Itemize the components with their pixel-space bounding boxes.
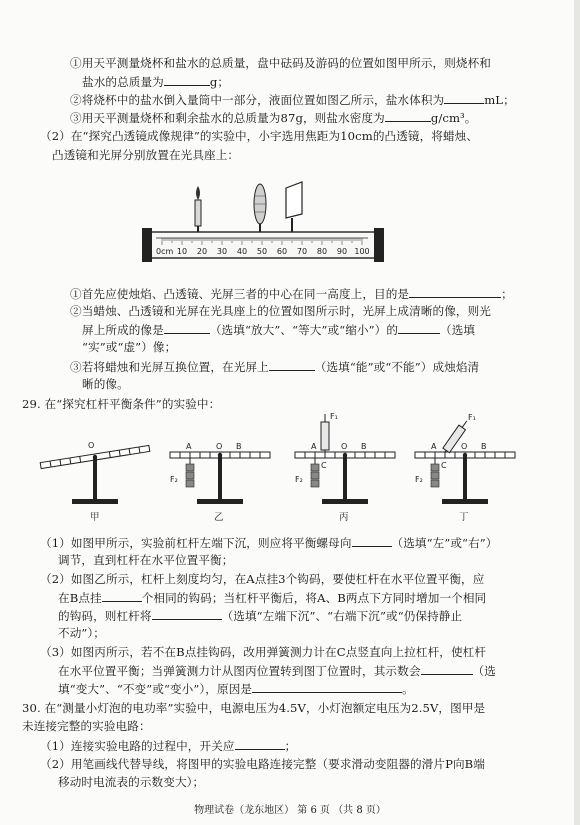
q29-p2f: 不动”）； <box>58 626 106 640</box>
q29-title: 29. 在“探究杠杆平衡条件”的实验中： <box>22 397 221 411</box>
answer-blank[interactable] <box>385 110 431 122</box>
force-f2-label: F₂ <box>295 475 303 484</box>
answer-blank[interactable] <box>102 590 142 602</box>
answer-blank[interactable] <box>164 74 210 86</box>
answer-blank[interactable] <box>252 681 402 693</box>
lever-figure-yi <box>170 442 270 523</box>
q29-p3d-text: 填“变大”、“不变”或“变小”），原因是 <box>58 682 253 696</box>
answer-blank[interactable] <box>164 322 210 334</box>
weight-icon <box>431 464 439 471</box>
q28-line2b-text: mL； <box>484 93 515 107</box>
spring-scale-icon <box>321 422 329 450</box>
q29-p2d-text: 的钩码，则杠杆将 <box>58 609 152 623</box>
bench-tick-label: 70 <box>296 247 308 256</box>
q28-line2a-text: ②将烧杯中的盐水倒入量筒中一部分，液面位置如图乙所示，盐水体积为 <box>70 93 445 107</box>
q29-p1a-text: （1）如图甲所示，实验前杠杆左端下沉，则应将平衡螺母向 <box>40 536 352 550</box>
optical-bench-figure <box>140 172 385 277</box>
force-f2-label: F₂ <box>170 475 178 484</box>
q30-b: 未连接完整的实验电路： <box>22 719 151 733</box>
q29-p3d <box>58 681 414 696</box>
bench-tick-label: 30 <box>216 247 228 256</box>
q28-part2-line1: （2）在“探究凸透镜成像规律”的实验中，小宇选用焦距为10cm的凸透镜，将蜡烛、 <box>40 129 479 143</box>
weight-icon <box>311 480 319 487</box>
answer-blank[interactable] <box>352 535 392 547</box>
lever-figure-jia <box>40 441 150 523</box>
q28-s3b-text: （选填“能”或“不能”）成烛焰清 <box>314 360 480 374</box>
q28-line3b-text: g/cm³。 <box>430 111 477 125</box>
bench-tick-label: 100 <box>354 247 370 256</box>
q28-s2c-text: （选填“放大”、“等大”或“缩小”）的 <box>209 323 399 337</box>
answer-blank[interactable] <box>152 608 222 620</box>
caption-yi: 乙 <box>214 512 224 523</box>
pivot-label-ding: O <box>461 442 468 451</box>
bench-tick-label: 20 <box>196 247 208 256</box>
weight-icon <box>186 480 194 487</box>
lever-figures <box>30 412 530 527</box>
q30-c2-text: ； <box>284 739 297 753</box>
bench-tick-label: 0cm <box>156 247 174 256</box>
pivot-label-yi: O <box>216 442 223 451</box>
weight-icon <box>431 480 439 487</box>
force-f1-label: F₁ <box>330 412 338 421</box>
answer-blank[interactable] <box>269 359 315 371</box>
q29-p2c-text: 个相同的钩码；当杠杆平衡后，将A、B两点下方同时增加一个相同 <box>141 591 487 605</box>
answer-blank[interactable] <box>409 286 501 298</box>
q29-p2b <box>58 590 486 605</box>
q29-p1a <box>40 535 497 550</box>
q28-s2e: “实”或“虚”）像； <box>82 340 177 354</box>
q28-line2 <box>70 92 515 107</box>
point-c-label: C <box>441 461 447 470</box>
answer-blank[interactable] <box>235 738 285 750</box>
weight-icon <box>186 472 194 479</box>
answer-blank[interactable] <box>398 322 440 334</box>
q29-p2d <box>58 608 462 623</box>
q29-p2a: （2）如图乙所示，杠杆上刻度均匀，在A点挂3个钩码，要使杠杆在水平位置平衡，应 <box>40 572 485 586</box>
q30-e: 移动时电流表的示数变大）； <box>58 775 205 789</box>
q28-s1-end: ； <box>501 287 513 301</box>
page-footer: 物理试卷（龙东地区） 第 6 页 （共 8 页） <box>194 805 386 816</box>
bench-tick-label: 60 <box>276 247 288 256</box>
point-a-label: A <box>186 442 192 451</box>
q29-p1b-text: （选填“左”或“右”） <box>391 536 498 550</box>
bench-tick-label: 50 <box>256 247 268 256</box>
pivot-label-bing: O <box>341 442 348 451</box>
q29-p3b <box>58 663 496 678</box>
q29-p3e-text: 。 <box>402 682 414 696</box>
q28-s2b <box>82 322 475 337</box>
answer-blank[interactable] <box>421 663 473 675</box>
q30-d: （2）用笔画线代替导线，将图甲的实验电路连接完整（要求滑动变阻器的滑片P向B端 <box>40 757 485 771</box>
q29-p3a: （3）如图丙所示，若不在B点挂钩码，改用弹簧测力计在C点竖直向上拉杠杆，使杠杆 <box>40 645 487 659</box>
candle <box>195 200 201 226</box>
bench-tick-label: 40 <box>236 247 248 256</box>
answer-blank[interactable] <box>444 92 484 104</box>
weight-icon <box>311 472 319 479</box>
q28-s2a: ②当蜡烛、凸透镜和光屏在光具座上的位置如图所示时，光屏上成清晰的像，则光 <box>70 304 491 318</box>
q29-p1c: 调节，直到杠杆在水平位置平衡； <box>58 553 234 567</box>
q28-s1 <box>70 286 513 301</box>
lever-figure-bing <box>295 412 395 523</box>
q29-p3c-text: （选 <box>472 664 496 678</box>
lever-figure-ding <box>415 413 515 523</box>
q28-part2-line2: 凸透镜和光屏分别放置在光具座上： <box>52 148 240 162</box>
weight-icon <box>311 464 319 471</box>
q28-line1c-text: g； <box>209 75 230 89</box>
q28-s2d-text: （选填 <box>440 323 476 337</box>
point-b-label: B <box>361 442 367 451</box>
q30-c <box>40 738 296 753</box>
point-a-label: A <box>431 442 437 451</box>
weight-icon <box>186 464 194 471</box>
q28-s2b-text: 屏上所成的像是 <box>82 323 164 337</box>
q28-line3 <box>70 110 476 125</box>
q28-line3a-text: ③用天平测量烧杯和剩余盐水的总质量为87g，则盐水密度为 <box>70 111 385 125</box>
caption-ding: 丁 <box>459 512 469 523</box>
point-b-label: B <box>236 442 242 451</box>
candle-flame-icon <box>196 186 200 200</box>
bench-tick-label: 10 <box>176 247 188 256</box>
bench-tick-label: 80 <box>316 247 328 256</box>
q29-p3b-text: 在水平位置平衡；当弹簧测力计从图丙位置转到图丁位置时，其示数会 <box>58 664 421 678</box>
point-b-label: B <box>481 442 487 451</box>
point-c-label: C <box>321 461 327 470</box>
q28-s3a-text: ③若将蜡烛和光屏互换位置，在光屏上 <box>70 360 269 374</box>
q29-p2b-text: 在B点挂 <box>58 591 102 605</box>
q28-s3c: 晰的像。 <box>82 377 129 391</box>
q28-s3a <box>70 359 479 374</box>
q28-line1a: ①用天平测量烧杯和盐水的总质量，盘中砝码及游码的位置如图甲所示，则烧杯和 <box>70 56 491 70</box>
weight-icon <box>431 472 439 479</box>
bench-tick-label: 90 <box>336 247 348 256</box>
q30-c-text: （1）连接实验电路的过程中，开关应 <box>40 739 235 753</box>
point-a-label: A <box>311 442 317 451</box>
q28-s1-text: ①首先应使烛焰、凸透镜、光屏三者的中心在同一高度上，目的是 <box>70 287 410 301</box>
pivot-label-jia: O <box>88 441 95 450</box>
caption-bing: 丙 <box>339 512 349 523</box>
q28-line1b-text: 盐水的总质量为 <box>82 75 164 89</box>
force-f2-label: F₂ <box>415 475 423 484</box>
caption-jia: 甲 <box>90 512 100 523</box>
q29-p2e-text: （选填“左端下沉”、“右端下沉”或“仍保持静止 <box>221 609 463 623</box>
force-f1-label: F₁ <box>468 413 476 422</box>
light-screen <box>286 182 302 218</box>
q28-line1b <box>82 74 229 89</box>
page-edge <box>574 0 580 825</box>
q30-a: 30. 在“测量小灯泡的电功率”实验中，电源电压为4.5V，小灯泡额定电压为2.5V，图甲是 <box>22 701 486 715</box>
